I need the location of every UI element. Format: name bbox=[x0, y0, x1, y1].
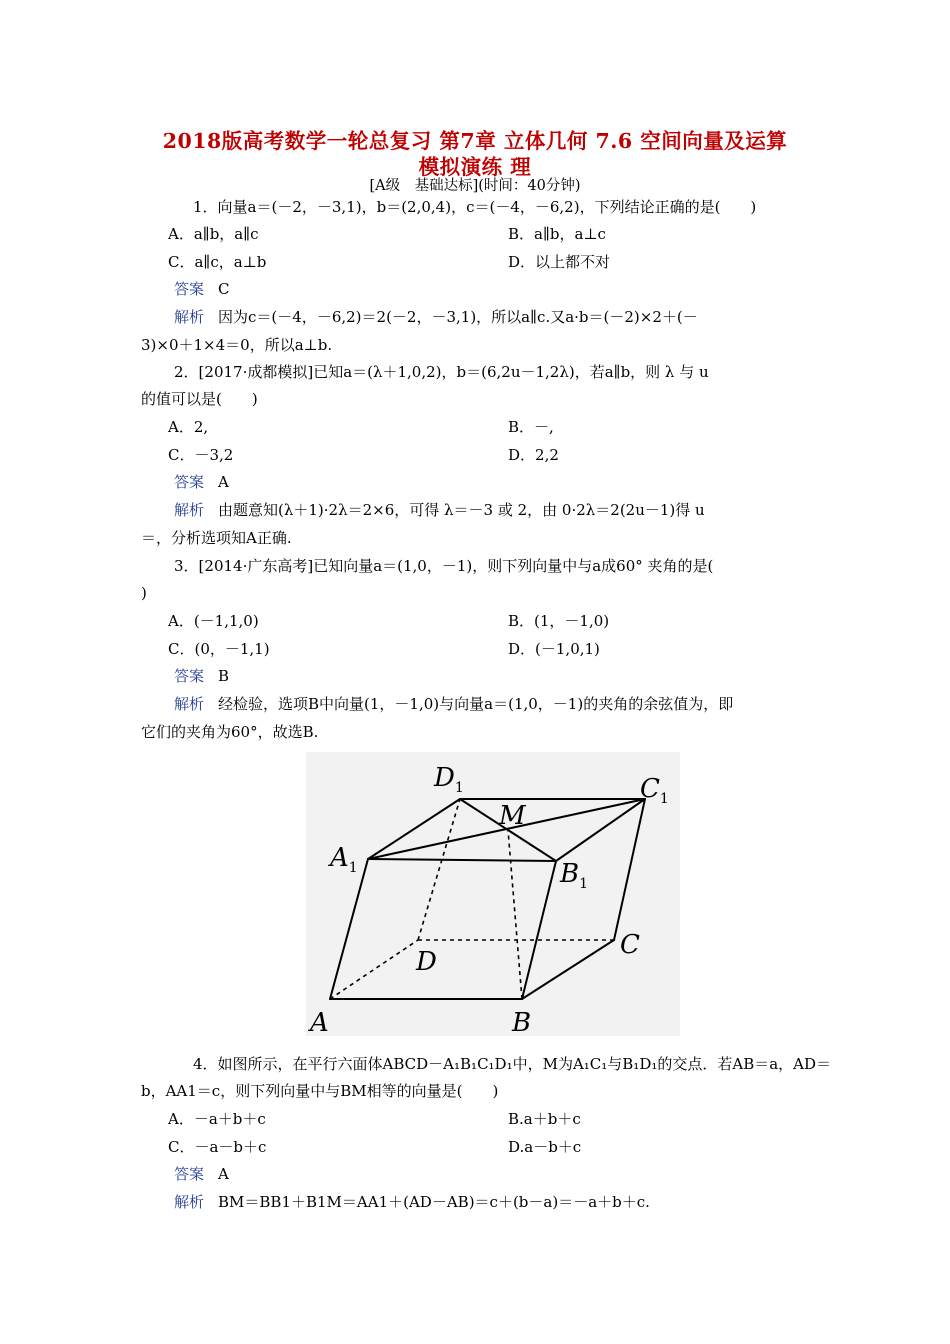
vertex-label-b: B bbox=[512, 1008, 532, 1036]
line-text: C．－a－b＋c bbox=[168, 1138, 267, 1156]
line-label: 答案 bbox=[174, 473, 205, 491]
text-line-q3cont bbox=[141, 583, 147, 603]
text-line-q3 bbox=[174, 556, 713, 576]
text-line-q4c bbox=[168, 1137, 266, 1157]
edge-c-c1 bbox=[614, 799, 645, 940]
line-text: 4．如图所示，在平行六面体ABCD－A₁B₁C₁D₁中，M为A₁C₁与B₁D₁的交点．若AB＝a，AD＝ bbox=[193, 1055, 832, 1073]
line-text: A．－a＋b＋c bbox=[168, 1110, 266, 1128]
line-label: 答案 bbox=[174, 280, 205, 298]
text-line-q4a bbox=[168, 1109, 266, 1129]
vertex-label-m: M bbox=[499, 801, 526, 831]
text-line-q3a bbox=[168, 611, 259, 631]
line-text: C．－3,2 bbox=[168, 446, 234, 464]
vertex-label-a1: A1 bbox=[330, 843, 358, 876]
text-line-q2 bbox=[174, 362, 709, 382]
edge-b-c bbox=[522, 940, 614, 999]
line-text: B bbox=[218, 667, 230, 685]
line-text: 2．[2017·成都模拟]已知a＝(λ＋1,0,2)，b＝(6,2u－1,2λ)，若a∥b，则 λ 与 u bbox=[174, 363, 709, 381]
line-text: B．(1，－1,0) bbox=[508, 612, 610, 630]
text-line-q4b bbox=[508, 1109, 581, 1129]
line-text: B．a∥b，a⊥c bbox=[508, 225, 606, 243]
line-text: D．2,2 bbox=[508, 446, 559, 464]
vertex-label-d: D bbox=[416, 947, 437, 977]
text-line-q1d bbox=[508, 252, 610, 272]
line-text: 3)×0＋1×4＝0，所以a⊥b. bbox=[141, 336, 333, 354]
text-line-q3ans bbox=[174, 666, 229, 686]
page-title: 2018版高考数学一轮总复习 第7章 立体几何 7.6 空间向量及运算 bbox=[162, 129, 788, 153]
line-text: 经检验，选项B中向量(1，－1,0)与向量a＝(1,0，－1)的夹角的余弦值为，即 bbox=[218, 695, 734, 713]
line-label: 答案 bbox=[174, 667, 205, 685]
text-line-q2a bbox=[168, 417, 208, 437]
line-text: 它们的夹角为60°，故选B. bbox=[141, 723, 319, 741]
hidden-edge-d-d1 bbox=[418, 799, 460, 940]
text-line-q2exp1 bbox=[174, 500, 705, 520]
vertex-label-a: A bbox=[310, 1008, 329, 1036]
line-text: 的值可以是( ) bbox=[141, 390, 258, 408]
line-label: 解析 bbox=[174, 695, 205, 713]
line-text: b，AA1＝c，则下列向量中与BM相等的向量是( ) bbox=[141, 1082, 499, 1100]
vertex-label-c1: C1 bbox=[640, 774, 669, 807]
line-text: D.a－b＋c bbox=[508, 1138, 582, 1156]
text-line-q2b bbox=[508, 417, 554, 437]
line-text: A．2, bbox=[168, 418, 209, 436]
line-label: 答案 bbox=[174, 1165, 205, 1183]
page-title-line2: 模拟演练 理 bbox=[418, 155, 532, 179]
line-text: 3．[2014·广东高考]已知向量a＝(1,0，－1)，则下列向量中与a成60° 夹角的是( bbox=[174, 557, 714, 575]
text-line-q2c bbox=[168, 445, 233, 465]
text-line-q1 bbox=[193, 197, 756, 217]
text-line-q1b bbox=[508, 224, 606, 244]
line-text: C bbox=[218, 280, 230, 298]
line-text: 由题意知(λ＋1)·2λ＝2×6，可得 λ＝－3 或 2，由 0·2λ＝2(2u－1)得 u bbox=[218, 501, 705, 519]
text-line-q3exp2 bbox=[141, 722, 318, 742]
line-text: B．－, bbox=[508, 418, 554, 436]
line-label: 解析 bbox=[174, 1193, 205, 1211]
vertex-label-d1: D1 bbox=[434, 763, 464, 796]
edge-a-a1 bbox=[330, 859, 368, 999]
text-line-q4d bbox=[508, 1137, 581, 1157]
text-line-q1c bbox=[168, 252, 266, 272]
text-line-q1a bbox=[168, 224, 259, 244]
text-line-q2d bbox=[508, 445, 559, 465]
text-line-q2cont bbox=[141, 389, 258, 409]
text-line-q1exp1 bbox=[174, 307, 698, 327]
text-line-q4ans bbox=[174, 1164, 229, 1184]
line-text: B.a＋b＋c bbox=[508, 1110, 581, 1128]
line-text: ＝，分析选项知A正确. bbox=[141, 529, 292, 547]
hidden-segment-b-m bbox=[508, 830, 522, 999]
line-text: D．以上都不对 bbox=[508, 253, 611, 271]
line-label: 解析 bbox=[174, 308, 205, 326]
edge-a1-b1 bbox=[368, 859, 556, 861]
line-text: ) bbox=[141, 584, 147, 602]
edge-b-b1 bbox=[522, 861, 556, 999]
text-line-q4cont bbox=[141, 1081, 498, 1101]
line-text: 因为c＝(－4，－6,2)＝2(－2，－3,1)，所以a∥c.又a·b＝(－2)×2＋(－ bbox=[218, 308, 698, 326]
text-line-q3c bbox=[168, 639, 270, 659]
line-text: A．(－1,1,0) bbox=[168, 612, 259, 630]
line-text: D．(－1,0,1) bbox=[508, 640, 600, 658]
text-line-q2ans bbox=[174, 472, 229, 492]
text-line-q3d bbox=[508, 639, 600, 659]
text-line-q4 bbox=[193, 1054, 831, 1074]
text-line-q1exp2 bbox=[141, 335, 332, 355]
text-line-q2exp2 bbox=[141, 528, 292, 548]
text-line-q3exp1 bbox=[174, 694, 733, 714]
parallelepiped-figure bbox=[306, 752, 680, 1036]
line-label: 解析 bbox=[174, 501, 205, 519]
line-text: C．(0，－1,1) bbox=[168, 640, 270, 658]
line-text: C．a∥c，a⊥b bbox=[168, 253, 267, 271]
line-text: A bbox=[218, 1165, 229, 1183]
text-line-q1ans bbox=[174, 279, 230, 299]
line-text: A bbox=[218, 473, 229, 491]
line-text: BM＝BB1＋B1M＝AA1＋(AD－AB)＝c＋(b－a)＝－a＋b＋c. bbox=[218, 1193, 650, 1211]
section-subtitle: [A级 基础达标](时间：40分钟) bbox=[369, 178, 581, 194]
vertex-label-b1: B1 bbox=[560, 859, 589, 892]
text-line-q3b bbox=[508, 611, 609, 631]
line-text: 1．向量a＝(－2，－3,1)，b＝(2,0,4)，c＝(－4，－6,2)，下列结论正确的是( ) bbox=[193, 198, 757, 216]
line-text: A．a∥b，a∥c bbox=[168, 225, 259, 243]
vertex-label-c: C bbox=[620, 930, 640, 960]
text-line-q4exp bbox=[174, 1192, 650, 1212]
